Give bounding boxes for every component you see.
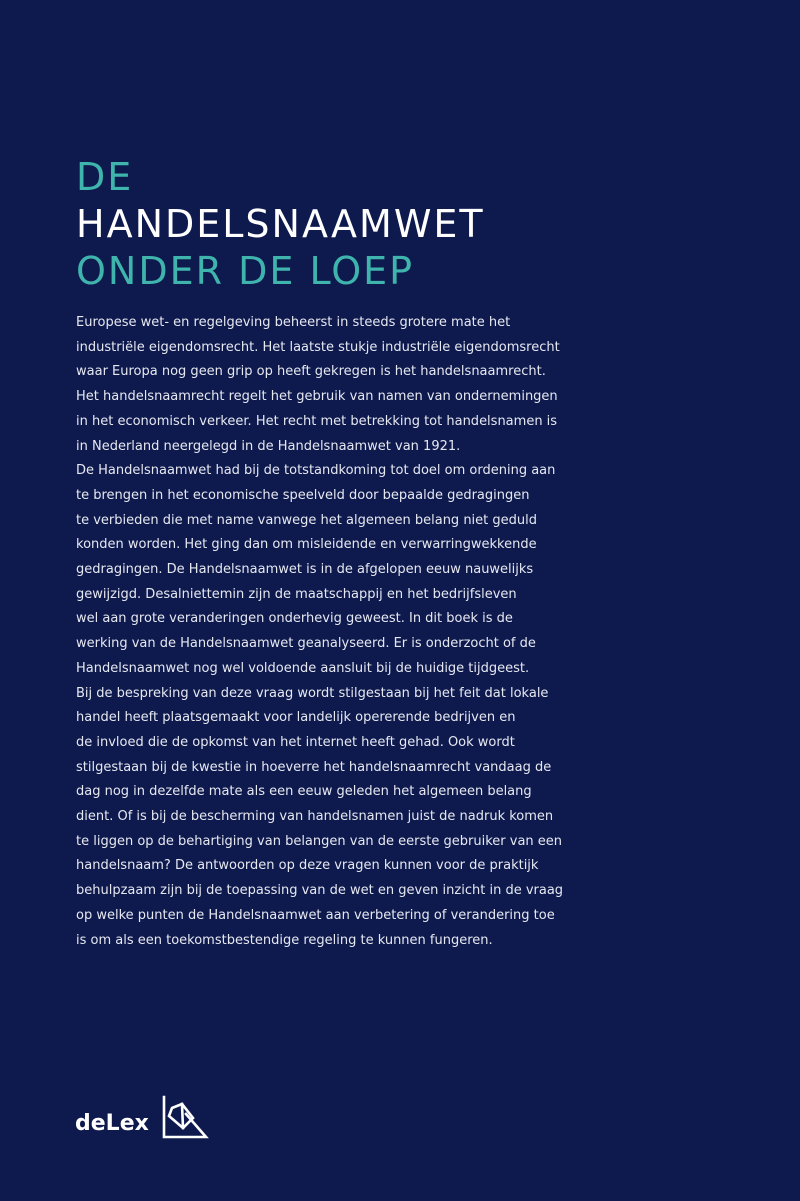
publisher-name: deLex [75, 1111, 149, 1136]
blurb-line: gedragingen. De Handelsnaamwet is in de afgelopen eeuw nauwelijks [76, 562, 534, 578]
blurb-line: op welke punten de Handelsnaamwet aan verbetering of verandering toe [76, 907, 555, 923]
title-line-1: DE [76, 155, 134, 199]
blurb-line: behulpzaam zijn bij de toepassing van de wet en geven inzicht in de vraag [76, 883, 564, 899]
blurb-line: te brengen in het economische speelveld door bepaalde gedragingen [76, 487, 530, 503]
blurb-line: werking van de Handelsnaamwet geanalyseerd. Er is onderzocht of de [76, 636, 536, 652]
blurb-line: is om als een toekomstbestendige regeling te kunnen fungeren. [76, 932, 493, 948]
book-title [76, 154, 485, 295]
blurb-line: te liggen op de behartiging van belangen van de eerste gebruiker van een [76, 833, 563, 849]
blurb-line: gewijzigd. Desalniettemin zijn de maatschappij en het bedrijfsleven [76, 586, 517, 602]
blurb-line: in het economisch verkeer. Het recht met betrekking tot handelsnamen is [76, 413, 558, 429]
back-cover-blurb [76, 311, 576, 953]
title-line-2: HANDELSNAAMWET [76, 202, 485, 246]
blurb-line: dag nog in dezelfde mate als een eeuw geleden het algemeen belang [76, 784, 532, 800]
blurb-line: Europese wet- en regelgeving beheerst in steeds grotere mate het [76, 315, 511, 330]
blurb-line: handelsnaam? De antwoorden op deze vragen kunnen voor de praktijk [76, 858, 539, 874]
blurb-line: te verbieden die met name vanwege het algemeen belang niet geduld [76, 512, 538, 528]
blurb-line: stilgestaan bij de kwestie in hoeverre het handelsnaamrecht vandaag de [76, 759, 552, 775]
delex-pen-logo-icon [161, 1094, 209, 1140]
blurb-line: De Handelsnaamwet had bij de totstandkoming tot doel om ordening aan [76, 463, 556, 479]
title-line-3: ONDER DE LOEP [76, 249, 415, 293]
blurb-line: in Nederland neergelegd in de Handelsnaamwet van 1921. [76, 438, 461, 454]
publisher-logo [75, 1094, 215, 1142]
blurb-line: Het handelsnaamrecht regelt het gebruik van namen van ondernemingen [76, 389, 558, 405]
blurb-line: dient. Of is bij de bescherming van handelsnamen juist de nadruk komen [76, 809, 554, 825]
blurb-line: handel heeft plaatsgemaakt voor landelijk opererende bedrijven en [76, 710, 516, 726]
blurb-line: waar Europa nog geen grip op heeft gekregen is het handelsnaamrecht. [76, 364, 546, 380]
blurb-line: Handelsnaamwet nog wel voldoende aansluit bij de huidige tijdgeest. [76, 660, 530, 676]
blurb-line: Bij de bespreking van deze vraag wordt stilgestaan bij het feit dat lokale [76, 685, 549, 701]
blurb-line: industriële eigendomsrecht. Het laatste stukje industriële eigendomsrecht [76, 339, 560, 355]
blurb-line: wel aan grote veranderingen onderhevig geweest. In dit boek is de [76, 611, 513, 627]
blurb-line: konden worden. Het ging dan om misleidende en verwarringwekkende [76, 537, 537, 553]
blurb-line: de invloed die de opkomst van het internet heeft gehad. Ook wordt [76, 734, 515, 750]
